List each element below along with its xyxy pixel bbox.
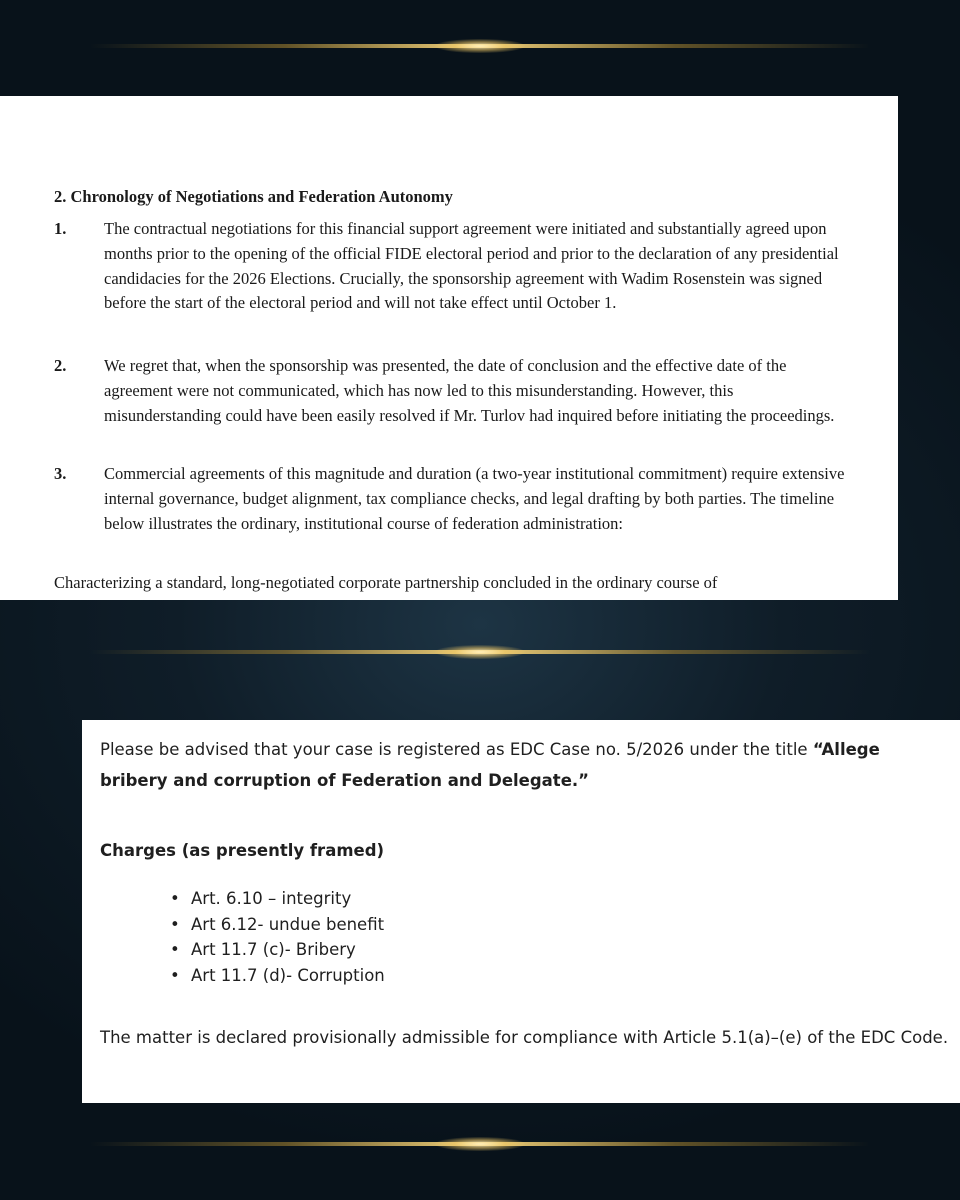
case-title-end: bribery and corruption of Federation and Delegate.” [100, 771, 589, 790]
bullet-icon: • [170, 889, 180, 908]
gold-divider-middle [90, 650, 870, 654]
charge-item [170, 886, 385, 912]
charge-item [170, 937, 385, 963]
admissibility-statement: The matter is declared provisionally admissible for compliance with Article 5.1(a)–(e) of the EDC Code. [100, 1028, 949, 1047]
document-excerpt-chronology [0, 96, 898, 600]
charge-item [170, 963, 385, 989]
charge-text: Art 11.7 (d)- Corruption [191, 965, 385, 985]
gold-divider-top [90, 44, 870, 48]
case-notice-text: Please be advised that your case is registered as EDC Case no. 5/2026 under the title [100, 740, 813, 759]
paragraph-text: We regret that, when the sponsorship was presented, the date of conclusion and the effective date of the agreement were not communicated, which has now led to this misunderstanding. However, this misunderstanding could have been easily resolved if Mr. Turlov had inquired before initiating the proceedings. [104, 356, 835, 425]
charge-text: Art 11.7 (c)- Bribery [191, 940, 356, 959]
gold-divider-bottom [90, 1142, 870, 1146]
case-title-start: “Allege [812, 740, 880, 759]
charge-item [170, 912, 385, 938]
paragraph-text: The contractual negotiations for this financial support agreement were initiated and substantially agreed upon months prior to the opening of the official FIDE electoral period and prior to the declaration of any presidential candidacies for the 2026 Elections. Crucially, the sponsorship agreement with Wadim Rosenstein was signed before the start of the electoral period and will not take effect until October 1. [104, 219, 839, 313]
charge-text: Art 6.12- undue benefit [191, 914, 385, 934]
truncated-paragraph: Characterizing a standard, long-negotiated corporate partnership concluded in the ordinary course of [54, 573, 718, 592]
paragraph-number: 1. [54, 219, 67, 238]
charges-list [170, 886, 385, 988]
case-notice [100, 734, 880, 796]
bullet-icon: • [170, 914, 180, 934]
section-heading: 2. Chronology of Negotiations and Federation Autonomy [54, 187, 453, 206]
charge-text: Art. 6.10 – integrity [191, 889, 352, 908]
bullet-icon: • [170, 965, 180, 985]
paragraph-number: 2. [54, 356, 67, 375]
paragraph-text: Commercial agreements of this magnitude and duration (a two-year institutional commitment) require extensive internal governance, budget alignment, tax compliance checks, and legal drafting by both parties. The timeline below illustrates the ordinary, institutional course of federation administration: [104, 464, 845, 533]
bullet-icon: • [170, 940, 180, 959]
paragraph-number: 3. [54, 464, 67, 483]
document-excerpt-edc-notice [82, 720, 960, 1103]
charges-heading: Charges (as presently framed) [100, 841, 385, 860]
